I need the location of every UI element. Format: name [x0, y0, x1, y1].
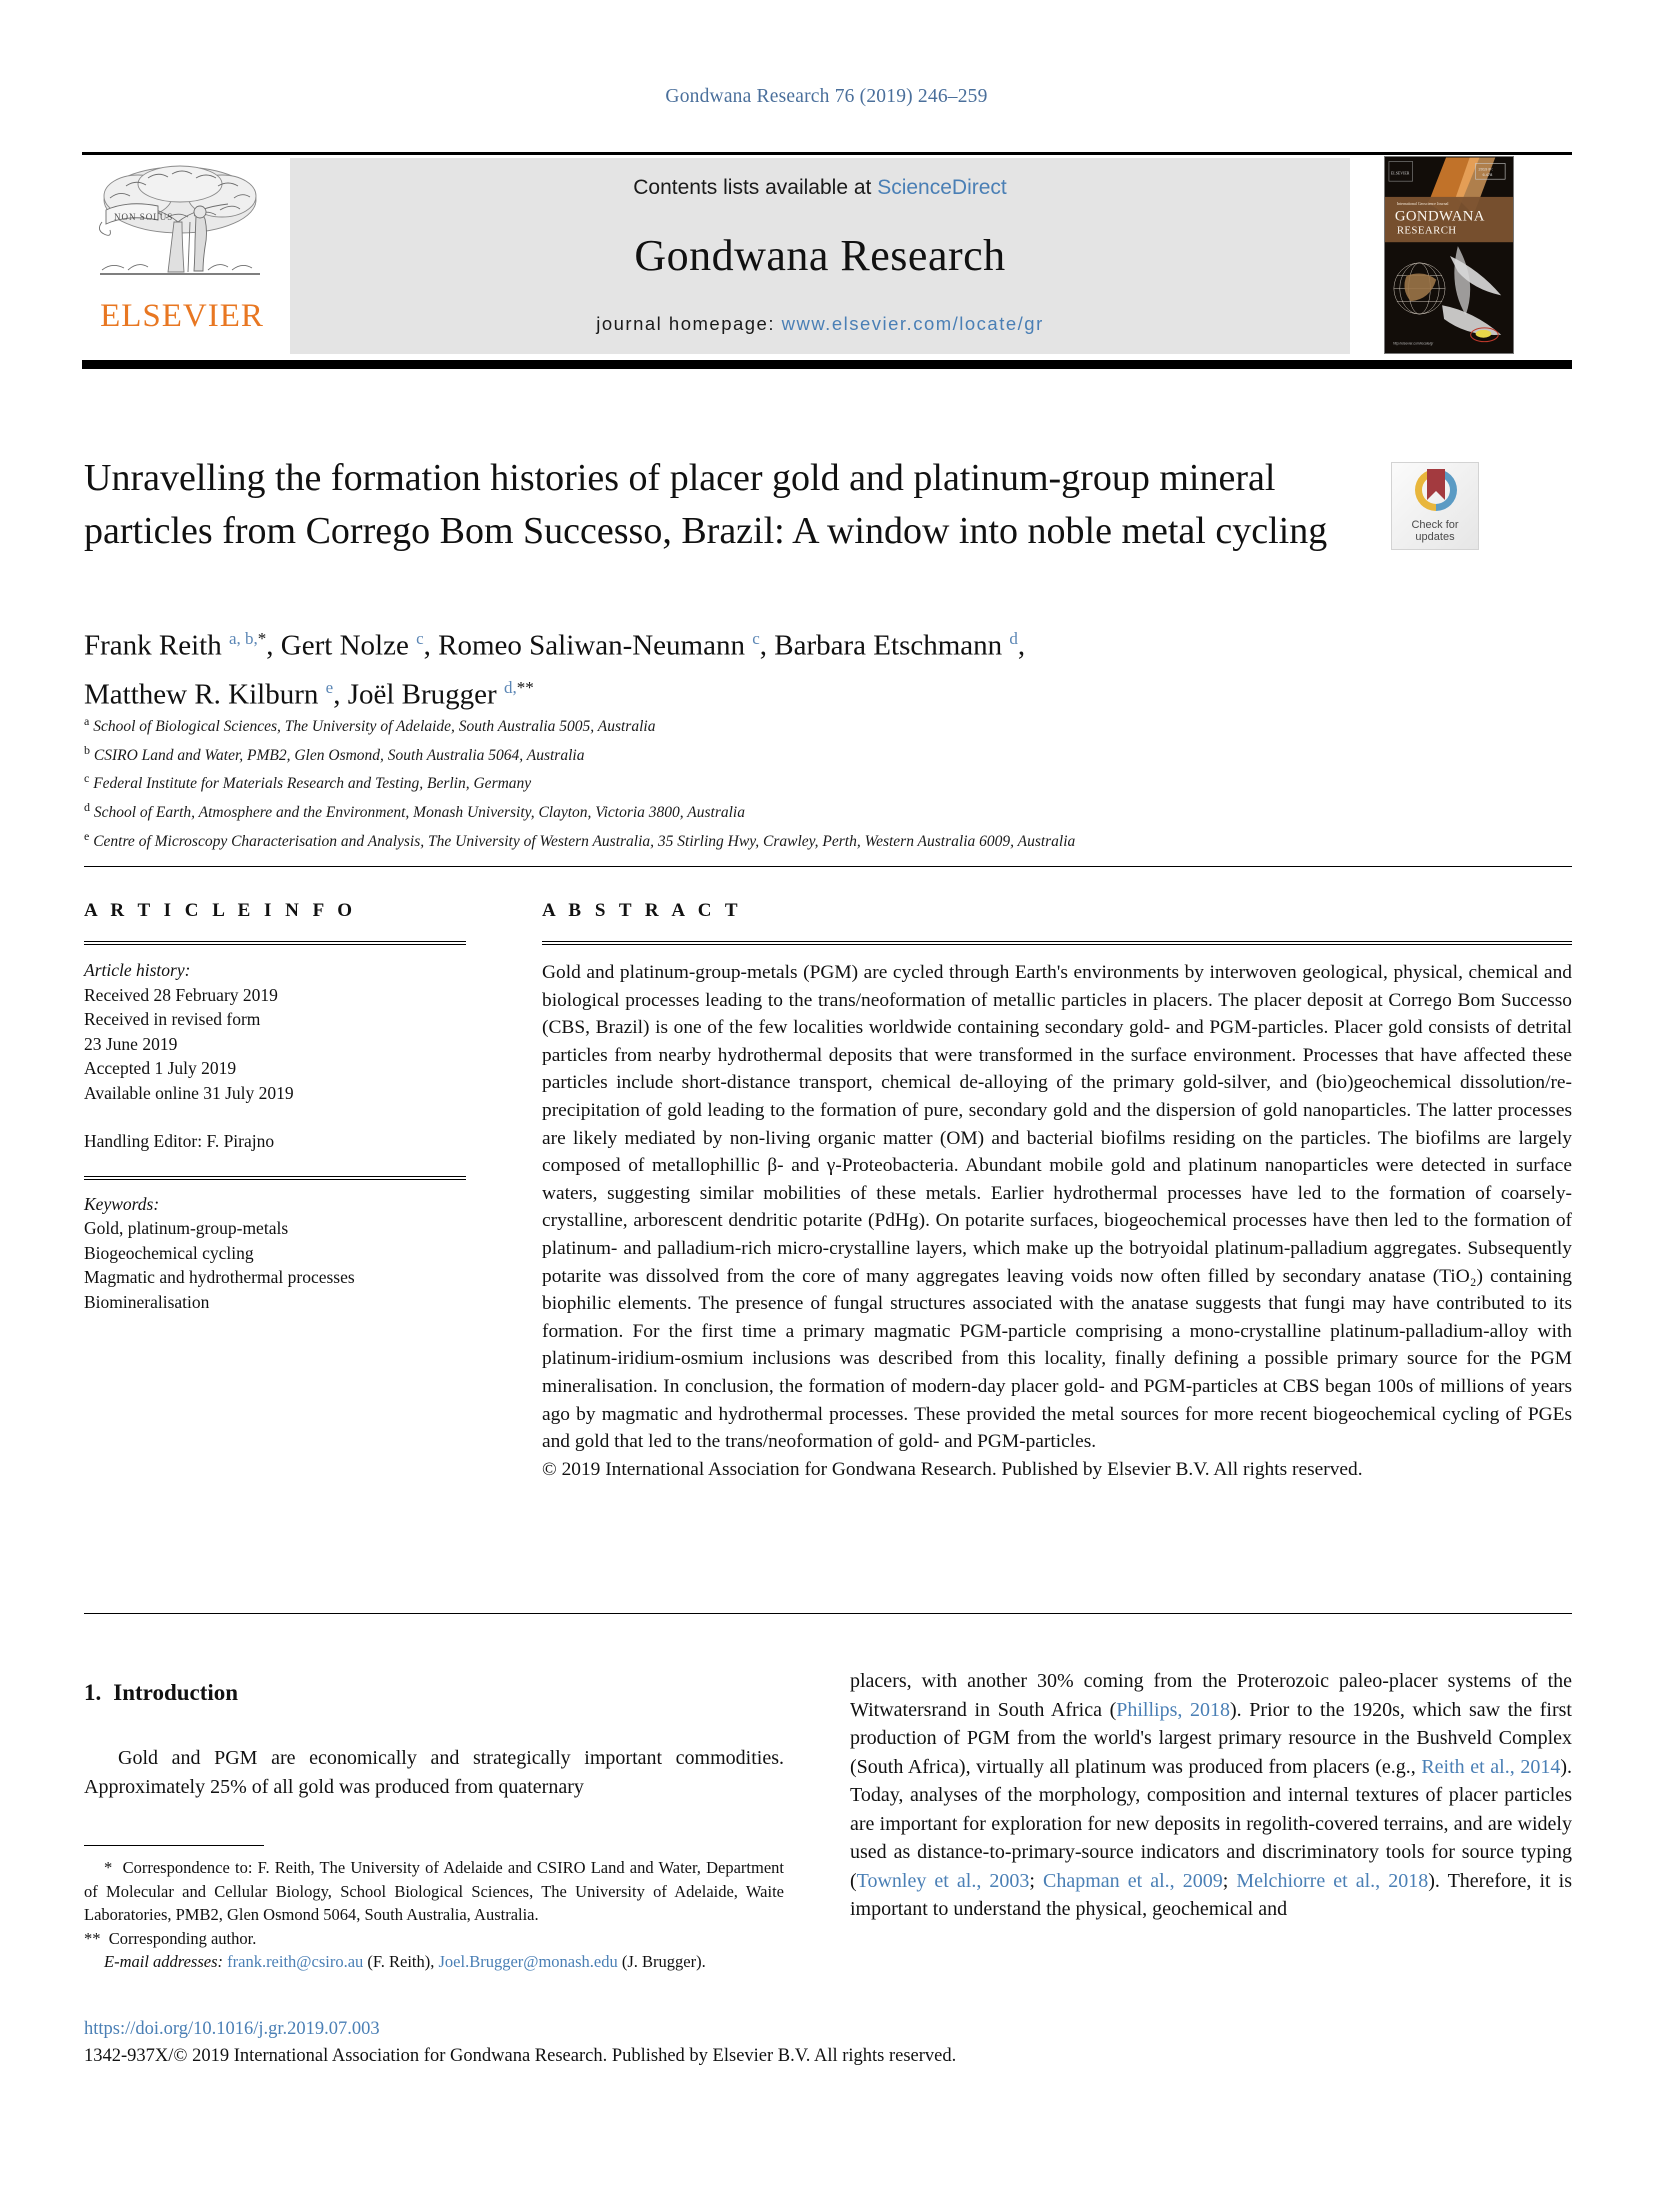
- affiliation-mark: b: [84, 742, 90, 757]
- doi-link[interactable]: https://doi.org/10.1016/j.gr.2019.07.003: [84, 2019, 380, 2039]
- email-owner-1: (F. Reith),: [367, 1952, 435, 1972]
- keyword-item: Magmatic and hydrothermal processes: [84, 1267, 355, 1287]
- intro-text-part1: placers, with another 30% coming from the Proterozoic paleo-placer systems of the Witwatersrand in South Africa (: [850, 1670, 1572, 1721]
- svg-text:NON SOLUS: NON SOLUS: [114, 212, 174, 222]
- svg-text:6.478: 6.478: [1482, 172, 1493, 178]
- affiliation-text: School of Biological Sciences, The University of Adelaide, South Australia 5005, Australia: [93, 718, 656, 736]
- footnote-separator-rule: [84, 1845, 264, 1846]
- section-title: Introduction: [113, 1680, 239, 1705]
- masthead-bottom-rule: [82, 360, 1572, 369]
- journal-title: Gondwana Research: [634, 231, 1006, 280]
- citation-link[interactable]: Townley et al., 2003: [856, 1869, 1030, 1892]
- crossmark-icon: [1392, 463, 1480, 519]
- citation-link[interactable]: Chapman et al., 2009: [1043, 1869, 1223, 1892]
- citation-link[interactable]: Melchiorre et al., 2018: [1236, 1869, 1429, 1892]
- email-owner-2: (J. Brugger).: [621, 1952, 706, 1972]
- crossmark-badge[interactable]: [1391, 462, 1479, 550]
- journal-homepage-link[interactable]: www.elsevier.com/locate/gr: [781, 313, 1044, 334]
- keyword-item: Biomineralisation: [84, 1291, 210, 1312]
- affiliation-mark: c: [84, 771, 90, 786]
- article-revised-date: 23 June 2019: [84, 1033, 178, 1054]
- footnote-block: [84, 1856, 784, 1974]
- issn-copyright-line: 1342-937X/© 2019 International Association for Gondwana Research. Published by Elsevier B.V. All rights reserved.: [84, 2046, 957, 2066]
- affiliation-text: CSIRO Land and Water, PMB2, Glen Osmond, South Australia 5064, Australia: [93, 746, 585, 764]
- article-info-rule: [84, 941, 466, 945]
- keywords-label: Keywords:: [84, 1193, 160, 1214]
- abstract-rule: [542, 941, 1572, 945]
- contents-prefix: Contents lists available at: [633, 176, 878, 199]
- intro-paragraph-left: Gold and PGM are economically and strategically important commodities. Approximately 25% of all gold was produced from quaternary: [84, 1747, 784, 1798]
- body-column-left: [84, 1680, 784, 1801]
- footnote-corresponding-author: [84, 1927, 784, 1951]
- footnote-emails: [84, 1950, 784, 1974]
- affiliation-item: [84, 767, 1484, 796]
- svg-text:http://elsevier.com/locate/gr: http://elsevier.com/locate/gr: [1392, 341, 1434, 346]
- affiliation-item: [84, 739, 1484, 768]
- affiliation-mark: d: [84, 799, 90, 814]
- intro-paragraph-right: [850, 1667, 1572, 1924]
- email-label: E-mail addresses:: [104, 1952, 223, 1972]
- journal-cover-thumbnail: [1384, 156, 1514, 354]
- affiliation-list: [84, 710, 1484, 853]
- elsevier-logo: [82, 158, 282, 354]
- intro-text-part2: ). Prior to the 1920s, which saw the first production of PGM from the world's largest primary resource in the Bushveld Complex (South Africa), virtually all platinum was produced from placers (e.g.,: [850, 1698, 1572, 1778]
- citation-link[interactable]: Phillips, 2018: [1116, 1698, 1230, 1721]
- footnote-correspondence-text: Correspondence to: F. Reith, The University of Adelaide and CSIRO Land and Water, Department of Molecular and Cellular Biology, School Biological Sciences, The University of Adelaide, Waite Laboratories, PMB2, Glen Osmond 5064, South Australia, Australia.: [84, 1858, 784, 1925]
- article-info-block: [84, 900, 466, 1314]
- keywords-block: [84, 1192, 466, 1315]
- journal-banner: [290, 158, 1350, 354]
- affiliation-text: School of Earth, Atmosphere and the Environment, Monash University, Clayton, Victoria 3800, Australia: [93, 804, 745, 822]
- affiliation-mark: a: [84, 714, 90, 728]
- contents-available-line: [290, 176, 1350, 200]
- svg-text:GONDWANA: GONDWANA: [1394, 208, 1485, 225]
- author-line-2: Matthew R. Kilburn $^e$, Joël Brugger $^{d,**}$: [84, 677, 534, 711]
- article-revised-label: Received in revised form: [84, 1009, 261, 1029]
- footnote-correspondence: [84, 1856, 784, 1927]
- sciencedirect-link[interactable]: ScienceDirect: [877, 176, 1007, 199]
- abstract-copyright: © 2019 International Association for Gondwana Research. Published by Elsevier B.V. All rights reserved.: [542, 1458, 1363, 1480]
- article-available-online: Available online 31 July 2019: [84, 1082, 294, 1103]
- svg-text:2019 IF:: 2019 IF:: [1478, 166, 1493, 172]
- body-column-right: [850, 1667, 1572, 1924]
- journal-masthead: [82, 152, 1572, 364]
- section-heading-introduction: [84, 1680, 784, 1706]
- article-history-label: Article history:: [84, 960, 191, 980]
- svg-text:RESEARCH: RESEARCH: [1396, 224, 1457, 237]
- citation-link[interactable]: Reith et al., 2014: [1421, 1755, 1561, 1778]
- affiliation-item: [84, 825, 1484, 854]
- svg-text:ELSEVIER: ELSEVIER: [1390, 170, 1410, 176]
- masthead-top-rule: [82, 152, 1572, 155]
- affiliation-text: Federal Institute for Materials Research and Testing, Berlin, Germany: [93, 775, 532, 793]
- journal-homepage-line: [290, 313, 1350, 335]
- crossmark-label: [1392, 519, 1478, 543]
- handling-editor: Handling Editor: F. Pirajno: [84, 1131, 275, 1151]
- abstract-text: Gold and platinum-group-metals (PGM) are cycled through Earth's environments by interwoven geological, physical, chemical and biological processes leading to the trans/neoformation of metallic particles in placers. The placer deposit at Corrego Bom Successo (CBS, Brazil) is one of the few localities worldwide containing secondary gold- and PGM-particles. Placer gold consists of detrital particles from nearby hydrothermal deposits that were transformed in the surface environment. Processes that have affected these particles include short-distance transport, chemical de-alloying of the primary gold-silver, and (bio)geochemical dissolution/re-precipitation of gold leading to the formation of pure, secondary gold and the dispersion of gold nanoparticles. The latter processes are likely mediated by non-living organic matter (OM) and bacterial biofilms residing on the particles. The biofilms are largely composed of metallophillic β- and γ-Proteobacteria. Abundant mobile gold and platinum nanoparticles were detected in surface waters, suggesting similar mobilities of these metals. Earlier hydrothermal processes have led to the formation of coarsely-crystalline, arborescent dendritic potarite (PdHg). On potarite surfaces, biogeochemical processes have then led to the formation of platinum- and palladium-rich micro-crystalline layers, which make up the botryoidal platinum-palladium aggregates. Subsequently potarite was dissolved from the core of many aggregates leaving voids now often filled by secondary anatase (TiO₂) containing biophilic elements. The presence of fungal structures associated with the anatase suggests that fungi may have contributed to its formation. For the first time a primary magmatic PGM-particle comprising a mono-crystalline platinum-palladium-alloy with platinum-iridium-osmium inclusions was described from this locality, finally defining a possible primary source for the PGM mineralisation. In conclusion, the formation of modern-day placer gold- and PGM-particles at CBS began 100s of millions of years ago by magmatic and hydrothermal processes. These provided the metal sources for more recent biogeochemical cycling of PGEs and gold that led to the trans/neoformation of gold- and PGM-particles.: [542, 962, 1572, 1453]
- abstract-heading: A B S T R A C T: [542, 900, 743, 921]
- author-list: [84, 618, 1384, 715]
- article-received: Received 28 February 2019: [84, 984, 278, 1005]
- affiliation-text: Centre of Microscopy Characterisation and Analysis, The University of Western Australia, 35 Stirling Hwy, Crawley, Perth, Western Australia 6009, Australia: [93, 832, 1076, 850]
- abstract-section-top-rule: [84, 866, 1572, 867]
- article-info-heading: A R T I C L E I N F O: [84, 900, 357, 921]
- crossmark-line1: Check for: [1411, 519, 1459, 531]
- keywords-rule: [84, 1176, 466, 1180]
- affiliation-item: [84, 796, 1484, 825]
- citation-separator: ;: [1029, 1869, 1044, 1892]
- page-title: Unravelling the formation histories of placer gold and platinum-group mineral particles from Corrego Bom Successo, Brazil: A window into noble metal cycling: [84, 457, 1328, 552]
- svg-text:International Geoscience Journ: International Geoscience Journal: [1396, 200, 1449, 206]
- abstract-block: [542, 900, 1572, 1483]
- article-accepted: Accepted 1 July 2019: [84, 1058, 237, 1078]
- footnote-star-1: *: [104, 1858, 113, 1877]
- homepage-prefix: journal homepage:: [596, 313, 782, 334]
- article-history: [84, 958, 466, 1154]
- section-number: 1.: [84, 1680, 102, 1705]
- elsevier-tree-icon: [90, 160, 270, 292]
- keyword-item: Biogeochemical cycling: [84, 1242, 254, 1263]
- intro-text-part3: ). Today, analyses of the morphology, composition and internal textures of placer particles are important for exploration for new deposits in regolith-covered terrains, and are widely used as distance-to-primary-source indicators and discriminatory tools for source typing (: [850, 1755, 1572, 1892]
- citation-separator: ;: [1222, 1869, 1237, 1892]
- elsevier-wordmark: ELSEVIER: [100, 298, 264, 334]
- page-footer: [84, 2016, 1384, 2070]
- footnote-corresponding-author-text: Corresponding author.: [108, 1928, 257, 1948]
- footnote-star-2: **: [84, 1928, 101, 1948]
- email-link-2[interactable]: Joel.Brugger@monash.edu: [438, 1952, 618, 1972]
- running-head: Gondwana Research 76 (2019) 246–259: [665, 86, 988, 107]
- affiliation-mark: e: [84, 828, 90, 843]
- abstract-section-bottom-rule: [84, 1613, 1572, 1614]
- keyword-item: Gold, platinum-group-metals: [84, 1218, 289, 1238]
- crossmark-line2: updates: [1415, 531, 1455, 543]
- author-line-1: Frank Reith $^{a, b,*}$, Gert Nolze $^c$, Romeo Saliwan-Neumann $^c$, Barbara Etschmann $^d$,: [84, 629, 1026, 662]
- affiliation-item: [84, 710, 1484, 739]
- intro-text-part4: ). Therefore, it is important to understand the physical, geochemical and: [850, 1869, 1572, 1920]
- email-link-1[interactable]: frank.reith@csiro.au: [227, 1952, 364, 1972]
